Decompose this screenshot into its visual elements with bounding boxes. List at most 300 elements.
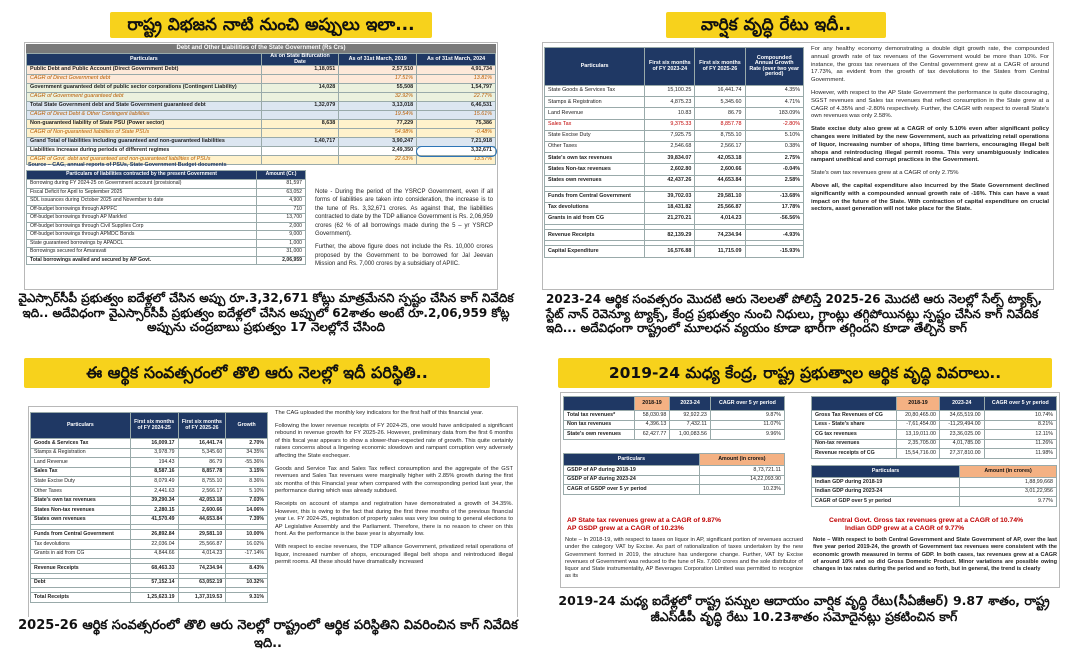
halfyear-row-label: Revenue Receipts [31,564,131,574]
debt-row-value: 8,638 [261,120,339,129]
sub-liability-table [26,170,306,265]
sub-liability-amount: 9,000 [257,231,306,240]
growth-row [545,230,804,241]
central-revenue-cell: 20,80,465.00 [896,411,939,421]
central-revenue-cell: Gross Tax Revenues of CG [812,411,897,421]
halfyear-row-label: Tax devolutions [31,539,131,549]
halfyear-row-value: 86.79 [178,458,226,468]
sub-liability-label: SDL issuances during October 2025 and November to date [27,197,257,206]
growth-row-value: 39,834.07 [645,153,695,164]
debt-row-label: CAGR of Government guaranteed debt [27,93,262,102]
state-revenue-cell: 4,396.13 [634,420,670,430]
halfyear-row-value: 1,25,623.19 [130,593,178,603]
growth-row-value: -0.04% [745,164,804,175]
central-revenue-cell: 4,01,785.00 [940,439,985,449]
halfyear-row-value: 4,014.23 [178,549,226,559]
half-col-2526: First six months of FY 2025-26 [178,413,226,439]
sub-liability-row [27,239,306,248]
sub-liability-label: Off-budget borrowings through AP Markfed [27,214,257,223]
sub-liability-amount: 13,700 [257,214,306,223]
growth-row-value: 42,053.18 [695,153,745,164]
halfyear-row-label: States Non-tax revenues [31,506,131,516]
growth-row-value: -13.68% [745,191,804,202]
debt-row-value: 2,49,350 [339,147,417,156]
halfyear-row-value: 16,009.17 [130,439,178,449]
debt-row-value [261,111,339,120]
gsdp-cell: GSDP of AP during 2023-24 [564,475,700,485]
growth-note-1: For any healthy economy demonstrating a double digit growth rate, the compounded annual growth rate of tax revenues of the Government would be more than 10%. For instance, the gross tax revenues of the Central government grew at a CAGR of around 17.73%, as evident from the growth of tax devolutions to the States from Central Government. [811,46,1049,84]
central-revenue-header [812,397,897,411]
central-revenue-row [812,449,1057,459]
debt-row-value: 55,508 [339,84,417,93]
central-revenue-cell: 13,19,011.00 [896,430,939,440]
central-revenue-cell: -11,29,494.00 [940,420,985,430]
halfyear-row-value: 57,152.14 [130,578,178,588]
growth-note-5: Above all, the capital expenditure also incurred by the State Government declined significantly with a compounded annual growth rate of -16%. This can have a vast impact on the future of the State. With contraction of capital expenditure on crucial sectors, asset generation will not take place for the State. [811,182,1049,213]
growth-row-value: 8,857.78 [695,119,745,130]
growth-row-value: 2,600.66 [695,164,745,175]
growth-row-value: 86.79 [695,108,745,119]
central-revenue-cell: Less - State's share [812,420,897,430]
sub-liability-row [27,197,306,206]
sub-liability-label: Fiscal Deficit for April to September 2025 [27,188,257,197]
debt-col-2019: As of 31st March, 2019 [339,54,417,66]
growth-row [545,191,804,202]
state-revenue-header: CAGR over 5 yr period [710,397,784,411]
growth-row-value: 4,875.23 [645,97,695,108]
halfyear-row-value: 39,290.34 [130,496,178,506]
state-revenue-header: 2018-19 [634,397,670,411]
growth-row-value: 183.09% [745,108,804,119]
debt-row-value: 1,54,797 [417,84,496,93]
gdp-cell: CAGR of GDP over 5 yr period [812,497,960,507]
sub-liability-label: Off-budget borrowings through APPFC [27,205,257,214]
ap-gsdp-cagr-note: AP GSDP grew at a CAGR of 10.23% [567,525,684,532]
panel-debt [0,0,536,334]
gsdp-cell: 10.23% [699,485,784,495]
halfyear-row-value: 42,053.18 [178,496,226,506]
halfyear-table [30,412,268,603]
sub-liability-row [27,214,306,223]
state-revenue-row [564,420,785,430]
halfyear-row-value: 5,345.60 [178,448,226,458]
debt-col-bifurcation: As on State Bifurcation Date [261,54,339,66]
growth-row-label: Revenue Receipts [545,230,645,241]
growth-row-label: Sales Tax [545,119,645,130]
growth-row-value: 16,576.88 [645,246,695,257]
debt-row-label: CAGR of Direct Debt & Other Contingent liabilities [27,111,262,120]
debt-row-value: 22.63% [339,156,417,165]
halfyear-row-value: 7.39% [226,515,268,525]
sub-liability-amount: 1,000 [257,239,306,248]
halfyear-row [31,530,268,540]
halfyear-row [31,593,268,603]
gdp-row [812,478,1057,488]
growth-col-cagr: Compounded Annual Growth Rate (over two year period) [745,48,804,86]
halfyear-row-value: 8.36% [226,477,268,487]
halfyear-row-value: 8,079.49 [130,477,178,487]
central-revenue-row [812,439,1057,449]
halfyear-row [31,515,268,525]
debt-row-value: 75,386 [417,120,496,129]
halfyear-row-value: 25,566.87 [178,539,226,549]
debt-row [27,66,496,75]
growth-row [545,97,804,108]
debt-col-2024: As of 31st March, 2024 [417,54,496,66]
growth-row-value: 2.75% [745,153,804,164]
state-revenue-cell: State's own revenues [564,430,635,440]
panel-cagr [536,320,1072,640]
debt-row-label: Grand Total of liabilities including guaranteed and non-guaranteed liabilities [27,138,262,147]
halfyear-row [31,539,268,549]
debt-row [27,75,496,84]
central-revenue-cell: Non-tax revenues [812,439,897,449]
gdp-table [811,465,1057,507]
debt-row [27,120,496,129]
halfyear-row-label: Total Receipts [31,593,131,603]
central-revenue-table [811,396,1057,459]
debt-row-label: CAGR of Non-guaranteed liabilities of State PSUs [27,129,262,138]
central-revenue-cell: 27,37,810.00 [940,449,985,459]
growth-row [545,202,804,213]
growth-row [545,153,804,164]
cagr-document [560,392,1060,588]
growth-row-value: 18,431.82 [645,202,695,213]
central-revenue-cell: CG tax revenues [812,430,897,440]
growth-row [545,175,804,186]
debt-row-value [261,93,339,102]
gdp-cell: 1,88,99,668 [960,478,1057,488]
sub-liability-amount: 63,052 [257,188,306,197]
growth-row-value: 7,925.75 [645,130,695,141]
debt-row-value: 32.92% [339,93,417,102]
debt-row-value: 13.57% [417,156,496,165]
growth-row-value: 21,270.21 [645,214,695,225]
halfyear-row [31,549,268,559]
state-revenue-header [564,397,635,411]
state-revenue-cell: 7,432.11 [670,420,711,430]
growth-row [545,164,804,175]
growth-row-value: 2,546.68 [645,141,695,152]
halfyear-row-label: Other Taxes [31,486,131,496]
growth-col-2324: First six months of FY 2023-24 [645,48,695,86]
growth-row-value: 4.35% [745,86,804,97]
growth-row-label: State Excise Duty [545,130,645,141]
growth-row-label: Grants in aid from CG [545,214,645,225]
debt-row-value [261,156,339,165]
sub-liability-row [27,248,306,257]
half-col-growth: Growth [226,413,268,439]
growth-row-value: 25,566.87 [695,202,745,213]
debt-row-value: 77,229 [339,120,417,129]
debt-row-value [261,147,339,156]
halfyear-notes [275,410,513,572]
growth-note-4: State's own tax revenues grew at a CAGR of only 2.75% [811,170,959,177]
halfyear-row-value: 34.35% [226,448,268,458]
sub-liability-amount: 4,900 [257,197,306,206]
growth-row [545,141,804,152]
debt-row-value: 54.98% [339,129,417,138]
halfyear-row-value: 26,892.84 [130,530,178,540]
debt-document [24,42,498,290]
debt-row-value: 15.61% [417,111,496,120]
debt-row-value: 19.54% [339,111,417,120]
banner-halfyear: ఈ ఆర్థిక సంవత్సరంలో తొలి ఆరు నెలల్లో ఇదీ పరిస్థితి.. [24,358,490,388]
central-revenue-cell: 34,65,519.00 [940,411,985,421]
half-note-1: The CAG uploaded the monthly key indicators for the first half of this financial year. [275,410,484,416]
halfyear-row-label: Sales Tax [31,467,131,477]
halfyear-row-value: 16.02% [226,539,268,549]
halfyear-row-value: 2,566.17 [178,486,226,496]
debt-row-value: 14,028 [261,84,339,93]
sub-liability-row [27,188,306,197]
sub-liability-label: State guaranteed borrowings by APADCL [27,239,257,248]
debt-row-value: 2,57,510 [339,66,417,75]
halfyear-row [31,467,268,477]
gdp-cell: Indian GDP during 2023-24 [812,487,960,497]
central-revenue-cell: 15,54,716.00 [896,449,939,459]
central-revenue-row [812,411,1057,421]
halfyear-row-value: 22,036.04 [130,539,178,549]
state-revenue-row [564,430,785,440]
debt-row-value: 4,91,734 [417,66,496,75]
halfyear-row-value: 74,234.94 [178,564,226,574]
state-revenue-row [564,411,785,421]
halfyear-row-value: 68,463.33 [130,564,178,574]
central-revenue-row [812,420,1057,430]
half-note-2: Following the lower revenue receipts of FY 2024-25, one would have anticipated a significant rebound in revenue growth for FY 2025-26. However, preliminary data from the first 6 months of this fiscal year appears to show a slower-than-expected rate of growth. This quite certainly raises concerns about a lingering economic slowdown and rampant corruption very adversely affecting the State exchequer. [275,422,513,459]
sub-liability-row [27,180,306,189]
panel-halfyear [0,320,536,651]
sub-liability-row [27,231,306,240]
debt-note-1 [315,188,493,274]
sub-liability-label: Borrowing during FY 2024-25 on Government account (provisional) [27,180,257,189]
halfyear-row-label: State Excise Duty [31,477,131,487]
debt-note-2-text: Further, the above figure does not include the Rs. 10,000 crores proposed by the Government to be borrowed for Jal Jeevan Mission and Rs. 7,000 crores by a subsidiary of APIIC. [315,244,493,268]
gdp-header: Particulars [812,466,960,478]
gsdp-header: Amount (in crores) [699,454,784,466]
sub-liability-label: Borrowings secured for Amaravati [27,248,257,257]
gdp-row [812,487,1057,497]
growth-row-value: -15.93% [745,246,804,257]
growth-row-value: 9,375.33 [645,119,695,130]
halfyear-document [28,406,518,624]
growth-row-label: State's own tax revenues [545,153,645,164]
central-revenue-header: 2018-19 [896,397,939,411]
central-revenue-cell: 10.74% [984,411,1056,421]
halfyear-row-value: 2.70% [226,439,268,449]
central-revenue-cell: -7,61,454.00 [896,420,939,430]
debt-row [27,93,496,102]
central-revenue-header: 2023-24 [940,397,985,411]
growth-row [545,119,804,130]
halfyear-row-label: State's own tax revenues [31,496,131,506]
halfyear-row-value: 8.43% [226,564,268,574]
debt-row-label: CAGR of Direct Government debt [27,75,262,84]
halfyear-row-value: -17.14% [226,549,268,559]
central-revenue-cell: 23,36,025.00 [940,430,985,440]
halfyear-row [31,496,268,506]
half-note-5: With respect to excise revenues, the TDP alliance Government, privatized retail operations of liquor, increased number of shops, encouraged illegal belt shops and reintroduced illegal permit rooms. All these should have dramatically increased [275,543,513,566]
halfyear-row-value: -55.36% [226,458,268,468]
debt-row-label: Total State Government debt and State Government guaranteed debt [27,102,262,111]
gsdp-cell: CAGR of GSDP over 5 yr period [564,485,700,495]
debt-row [27,147,496,156]
growth-row-label: Capital Expenditure [545,246,645,257]
debt-row [27,102,496,111]
debt-row-value: 1,40,717 [261,138,339,147]
sub-liability-row [27,222,306,231]
sub-liability-row [27,205,306,214]
debt-row [27,129,496,138]
state-revenue-cell: 9.87% [710,411,784,421]
growth-row-value: -2.80% [745,119,804,130]
state-revenue-cell: 1,00,083.56 [670,430,711,440]
halfyear-row-value: 44,653.84 [178,515,226,525]
caption-growth: 2023-24 ఆర్థిక సంవత్సరం మొదటి ఆరు నెలలతో పోలిస్తే 2025-26 మొదటి ఆరు నెలల్లో సేల్స్‌ ట్యాక్స్‌, స్టేట్‌ నాన్‌ రెవెన్యూ ట్యాక్స్‌, కేంద్ర ప్రభుత్వం నుంచి నిధులు, గ్రాంట్లు తగ్గిపోయినట్లు స్పష్టం చేసిన కాగ్‌ నివేదిక ఇది... అదేవిధంగా రాష్ట్రంలో మూలధన వ్యయం కూడా భారీగా తగ్గిందని కూడా తేల్చిన కాగ్‌ [546,292,1062,320]
state-revenue-cell: Non tax revenues [564,420,635,430]
growth-row-value: 39,702.03 [645,191,695,202]
halfyear-row-value: 10.00% [226,530,268,540]
growth-row [545,246,804,257]
halfyear-row-value: 14.06% [226,506,268,516]
sub-liability-label: Total borrowings availed and secured by AP Govt. [27,256,257,265]
debt-row-value: 3,13,018 [339,102,417,111]
growth-row-value: 4,014.23 [695,214,745,225]
debt-row [27,138,496,147]
halfyear-row [31,439,268,449]
halfyear-row-label: States own revenues [31,515,131,525]
growth-row-label: Other Taxes [545,141,645,152]
growth-row [545,86,804,97]
debt-row-value: 7,21,918 [417,138,496,147]
halfyear-row-value: 8,755.10 [178,477,226,487]
halfyear-row-value: 10.32% [226,578,268,588]
gsdp-row [564,485,785,495]
half-col-particulars: Particulars [31,413,131,439]
halfyear-row [31,564,268,574]
growth-row-label: Stamps & Registration [545,97,645,108]
cagr-note-right: Note – With respect to both Central Government and State Government of AP, over the last five year period 2019-24, the growth of Government tax revenues were consistent with the economic growth measured in terms of GDP. In both cases, tax revenues grew at a CAGR of around 10% and so did Gross Domestic Product. Minor variations are possible owing changes in tax rates during the period and so forth, but in general, the trend is clearly [813,537,1057,573]
sub-col-particulars: Particulars of liabilities contracted by the present Government [27,171,257,180]
growth-row-value: 8,755.10 [695,130,745,141]
debt-row-value: 6,46,531 [417,102,496,111]
sub-liability-row [27,256,306,265]
debt-row-value: 3,32,671 [417,147,496,156]
growth-document [542,42,1054,290]
panel-growth [536,0,1072,335]
halfyear-row-value: 194.43 [130,458,178,468]
central-revenue-header: CAGR over 5 yr period [984,397,1056,411]
gdp-cell: Indian GDP during 2018-19 [812,478,960,488]
state-revenue-cell: 92,922.23 [670,411,711,421]
halfyear-row-value: 1,37,319.53 [178,593,226,603]
halfyear-row-value: 8,857.78 [178,467,226,477]
growth-row-value: 42,437.26 [645,175,695,186]
halfyear-row-label: Goods & Services Tax [31,439,131,449]
gdp-cell: 3,01,22,956 [960,487,1057,497]
growth-row-value: 17.78% [745,202,804,213]
growth-row-value: -56.56% [745,214,804,225]
debt-row-label: Public Debt and Public Account (Direct Government Debt) [27,66,262,75]
gsdp-table [563,453,785,495]
halfyear-row-value: 41,570.49 [130,515,178,525]
ap-tax-cagr-note: AP State tax revenues grew at a CAGR of 9.87% [567,517,721,524]
gsdp-cell: 14,22,093.90 [699,475,784,485]
state-revenue-cell: Total tax revenues* [564,411,635,421]
sub-liability-label: Off-budget borrowings through APMDC Bonds [27,231,257,240]
state-revenue-table [563,396,785,440]
growth-row-value: 10.83 [645,108,695,119]
half-note-4: Receipts on account of stamps and registration have demonstrated a growth of 34.35%. However, this is owing to the fact that during the first three months of the previous financial year i.e. FY 2024-25, registration of property sales was very low owing to general elections to AP Legislative Assembly and the Parliament. Therefore, there is no reason to cheer on this front. As the performance is the base year is abysmally low. [275,500,513,538]
sub-liability-amount: 710 [257,205,306,214]
gdp-row [812,497,1057,507]
sub-liability-amount: 81,597 [257,180,306,189]
central-revenue-cell: Revenue receipts of CG [812,449,897,459]
debt-row-value: 3,90,247 [339,138,417,147]
debt-source: Source – CAG, annual reports of PSUs, State Government Budget documents [28,162,227,168]
debt-row-value [261,129,339,138]
halfyear-row-label: Funds from Central Government [31,530,131,540]
growth-row-label: States Non-tax revenues [545,164,645,175]
growth-note-2: However, with respect to the AP State Government the performance is quite discouraging, SGST revenues and Sales tax revenues that reflect consumption in the State grew at a CAGR of 4.35% and -2.80% respectively. Further, the CAGR with respect to overall State's own revenues was only 2.58%. [811,89,1049,120]
sub-liability-amount: 2,06,959 [257,256,306,265]
gsdp-header: Particulars [564,454,700,466]
debt-row-value [261,75,339,84]
debt-row-label: Non-guaranteed liability of State PSU (Power sector) [27,120,262,129]
sub-liability-amount: 31,000 [257,248,306,257]
halfyear-row-value: 3.15% [226,467,268,477]
growth-row-value: 4.71% [745,97,804,108]
halfyear-row-value: 4,844.66 [130,549,178,559]
state-revenue-cell: 62,427.77 [634,430,670,440]
growth-row-label: Funds from Central Government [545,191,645,202]
halfyear-row-label: Debt [31,578,131,588]
central-revenue-cell: 2,35,705.00 [896,439,939,449]
central-revenue-cell: 12.11% [984,430,1056,440]
debt-row-value: 1,18,051 [261,66,339,75]
gdp-cagr-note: Indian GDP grew at a CAGR of 9.77% [845,525,965,532]
banner-cagr: 2019-24 మధ్య కేంద్ర, రాష్ట్ర ప్రభుత్వాల ఆర్థిక వృద్ధి వివరాలు.. [558,358,1052,388]
cg-tax-cagr-note: Central Govt. Gross tax revenues grew at a CAGR of 10.74% [829,517,1024,524]
gsdp-cell: GSDP of AP during 2018-19 [564,466,700,476]
central-revenue-row [812,430,1057,440]
growth-row-value: 2,566.17 [695,141,745,152]
growth-col-particulars: Particulars [545,48,645,86]
debt-row-value: -0.48% [417,129,496,138]
growth-row-value: 2.58% [745,175,804,186]
growth-row-label: Tax devolutions [545,202,645,213]
growth-row-value: 16,441.74 [695,86,745,97]
halfyear-row [31,578,268,588]
caption-halfyear: 2025-26 ఆర్థిక సంవత్సరంలో తొలి ఆరు నెలల్లో రాష్ట్రంలో ఆర్థిక పరిస్థితిని వివరించిన కాగ్‌ నివేదిక ఇది.. [6,617,530,653]
half-note-3: Goods and Service Tax and Sales Tax reflect consumption and the aggregate of the GST revenues and Sales Tax revenues were marginally higher with 2.85% growth during the first six months of this Financial year when compared with the corresponding period last year, the performance during which was already subdued. [275,465,513,495]
caption-cagr: 2019-24 మధ్య ఐదేళ్లలో రాష్ట్ర పన్నుల ఆదాయం వార్షిక వృద్ధి రేటు(సీఏజీఆర్‌) 9.87 శాతం, రాష్ట్ర జీఎస్‌డీపీ వృద్ధి రేటు 10.23శాతం సమోదైనట్లు ప్రకటించిన కాగ్‌ [544,593,1064,625]
debt-note-1-text: Note - During the period of the YSRCP Government, even if all forms of liabilities are taken into consideration, the increase is to the tune of Rs. 3,32,671 crores. As against that, the liabilities contracted to date by the TDP alliance Government is Rs. 2,06,959 crores (62 % of all borrowings made during the 5 – yr YSRCP Government). [315,189,493,238]
halfyear-row [31,458,268,468]
halfyear-row-label: Land Revenue [31,458,131,468]
halfyear-row [31,448,268,458]
growth-row [545,214,804,225]
halfyear-row-label: Stamps & Registration [31,448,131,458]
sub-liability-label: Off-budget borrowings through Civil Supplies Corp [27,222,257,231]
halfyear-row-value: 2,600.66 [178,506,226,516]
halfyear-row-value: 2,441.63 [130,486,178,496]
growth-row-label: State Goods & Services Tax [545,86,645,97]
growth-row-label: Land Revenue [545,108,645,119]
growth-row-value: 5,345.60 [695,97,745,108]
debt-row-value: 22.77% [417,93,496,102]
